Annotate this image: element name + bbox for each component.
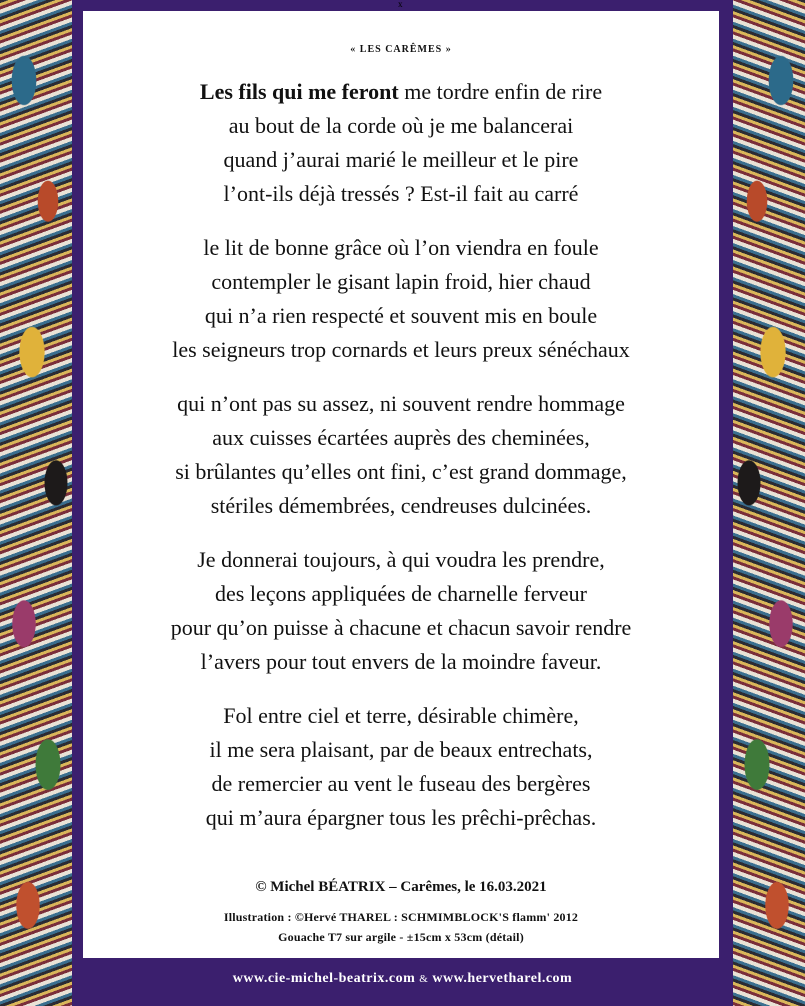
poem-line: [83, 231, 719, 265]
poem-line-text: l’avers pour tout envers de la moindre faveur.: [200, 649, 602, 674]
poem-line-text: les seigneurs trop cornards et leurs preux sénéchaux: [172, 337, 630, 362]
stanza: [83, 699, 719, 835]
poem-card: [83, 11, 719, 958]
stanza: [83, 387, 719, 523]
poem-line-text: l’ont-ils déjà tressés ? Est-il fait au carré: [223, 181, 579, 206]
poem-line: [83, 143, 719, 177]
artwork-right: [725, 0, 805, 1006]
poem-line-text: si brûlantes qu’elles ont fini, c’est grand dommage,: [175, 459, 627, 484]
poem-line-text: qui m’aura épargner tous les prêchi-prêchas.: [205, 805, 597, 830]
poem-line: [83, 177, 719, 211]
poem-line: [83, 299, 719, 333]
top-mark: x: [398, 0, 403, 9]
poem-line-text: qui n’ont pas su assez, ni souvent rendre hommage: [177, 391, 625, 416]
poem-line-text: stériles démembrées, cendreuses dulcinées.: [210, 493, 592, 518]
poem-line: [83, 577, 719, 611]
stanza: [83, 543, 719, 679]
poem-body: [83, 75, 719, 855]
poem-line: [83, 645, 719, 679]
poem-line: [83, 543, 719, 577]
poem-line-text: Je donnerai toujours, à qui voudra les prendre,: [197, 547, 605, 572]
copyright-line: © Michel BÉATRIX – Carêmes, le 16.03.2021: [255, 879, 547, 895]
poem-line-text: Fol entre ciel et terre, désirable chimère,: [223, 703, 579, 728]
poem-line: [83, 733, 719, 767]
poem-line: [83, 489, 719, 523]
poem-line: [83, 455, 719, 489]
poem-line-text: au bout de la corde où je me balancerai: [228, 113, 574, 138]
poem-header: « LES CARÊMES »: [350, 44, 452, 55]
medium-line: Gouache T7 sur argile - ±15cm x 53cm (détail): [278, 930, 524, 944]
footer-link-tharel[interactable]: www.hervetharel.com: [432, 971, 573, 986]
footer-ampersand: &: [419, 973, 429, 985]
poem-line: [83, 801, 719, 835]
footer-links: [72, 971, 733, 987]
poem-line: [83, 265, 719, 299]
poem-line: [83, 421, 719, 455]
poem-line-text: le lit de bonne grâce où l’on viendra en foule: [203, 235, 599, 260]
poem-line: [83, 699, 719, 733]
poem-line-text: contempler le gisant lapin froid, hier chaud: [211, 269, 591, 294]
poem-line-bold: Les fils qui me feront: [199, 79, 399, 104]
poem-line: [83, 109, 719, 143]
stanza: [83, 75, 719, 211]
artwork-left: [0, 0, 80, 1006]
poem-line-text: des leçons appliquées de charnelle ferveur: [215, 581, 587, 606]
poem-line: [83, 611, 719, 645]
footer-link-cie[interactable]: www.cie-michel-beatrix.com: [232, 971, 416, 986]
poem-line-text: aux cuisses écartées auprès des cheminées,: [212, 425, 590, 450]
poem-line-text: qui n’a rien respecté et souvent mis en boule: [204, 303, 598, 328]
stanza: [83, 231, 719, 367]
poem-line-text: il me sera plaisant, par de beaux entrechats,: [209, 737, 593, 762]
poem-line-text: quand j’aurai marié le meilleur et le pire: [223, 147, 579, 172]
poem-line-text: de remercier au vent le fuseau des bergères: [211, 771, 591, 796]
credits: [83, 877, 719, 947]
poem-line-text: me tordre enfin de rire: [398, 79, 603, 104]
poem-line: [83, 387, 719, 421]
poem-line: [83, 75, 719, 109]
illustration-line: Illustration : ©Hervé THAREL : SCHMIMBLOCK'S flamm' 2012: [223, 910, 579, 924]
poem-line-text: pour qu’on puisse à chacune et chacun savoir rendre: [170, 615, 632, 640]
poem-line: [83, 333, 719, 367]
poem-line: [83, 767, 719, 801]
